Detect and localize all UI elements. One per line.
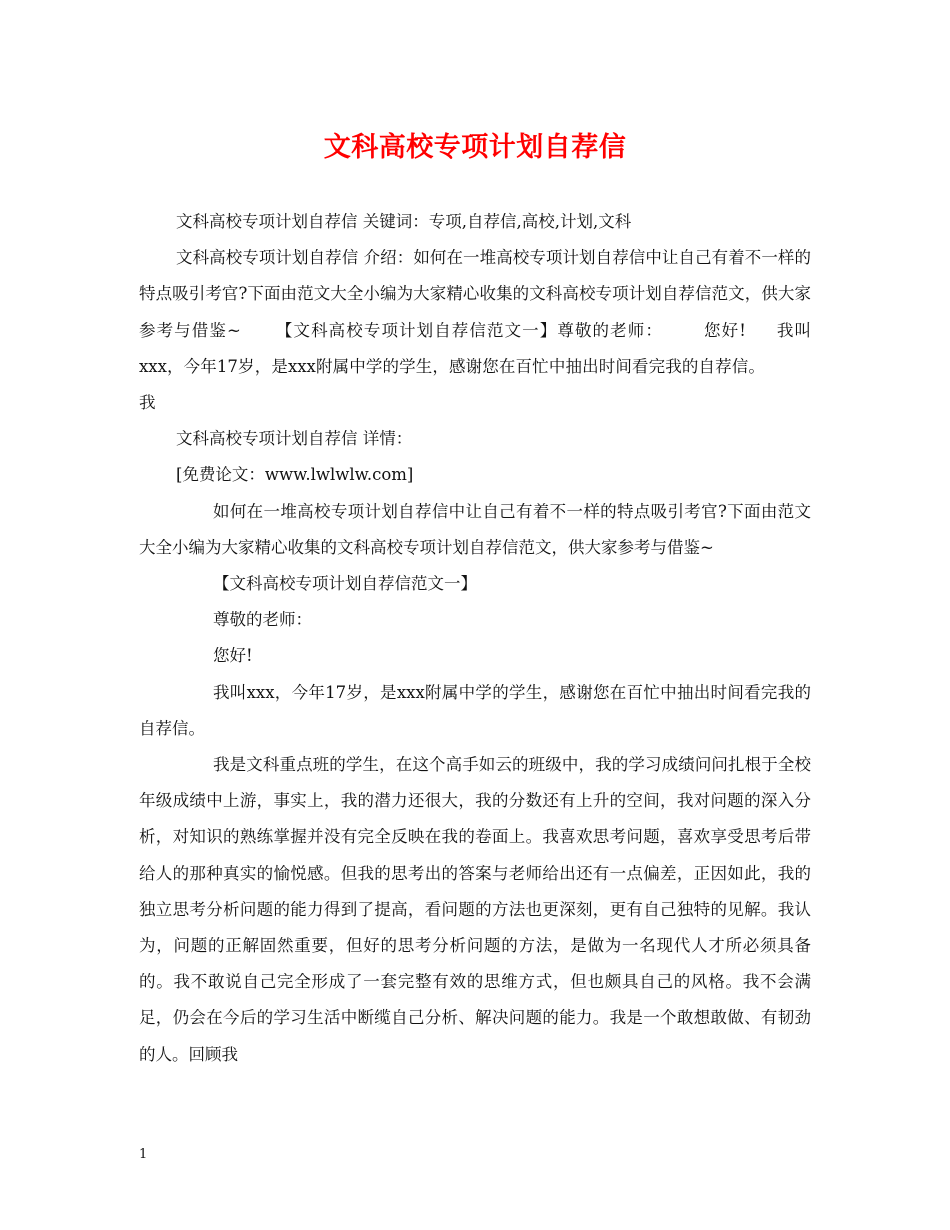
intro-paragraph	[139, 240, 811, 421]
document-body	[139, 204, 811, 1073]
document-title: 文科高校专项计划自荐信	[323, 132, 627, 163]
keywords-line: 文科高校专项计划自荐信 关键词：专项,自荐信,高校,计划,文科	[176, 212, 632, 231]
sample-heading: 【文科高校专项计划自荐信范文一】	[213, 574, 477, 594]
body-paragraph-3: 我是文科重点班的学生，在这个高手如云的班级中，我的学习成绩问问扎根于全校年级成绩中上游，事实上，我的潜力还很大，我的分数还有上升的空间，我对问题的深入分析，对知识的熟练掌握并没有完全反映在我的卷面上。我喜欢思考问题，喜欢享受思考后带给人的那种真实的愉悦感。但我的思考出的答案与老师给出还有一点偏差，正因如此，我的独立思考分析问题的能力得到了提高，看问题的方法也更深刻，更有自己独特的见解。我认为，问题的正解固然重要，但好的思考分析问题的方法，是做为一名现代人才所必须具备的。我不敢说自己完全形成了一套完整有效的思维方式，但也颇具自己的风格。我不会满足，仍会在今后的学习生活中断缆自己分析、解决问题的能力。我是一个敢想敢做、有韧劲的人。回顾我	[139, 755, 811, 1064]
free-paper-line: [免费论文：www.lwlwlw.com]	[176, 465, 414, 485]
intro-salutation: 尊敬的老师：	[557, 320, 663, 340]
intro-heading: 【文科高校专项计划自荐信范文一】	[274, 320, 558, 340]
intro-text: 文科高校专项计划自荐信 介绍：如何在一堆高校专项计划自荐信中让自己有着不一样的特点吸引考官?下面由范文大全小编为大家精心收集的文科高校专项计划自荐信范文，供大家参考与借鉴~	[139, 248, 811, 340]
intro-tail: 我	[139, 393, 156, 413]
letter-salutation: 尊敬的老师：	[213, 610, 312, 630]
page-number: 1	[139, 1147, 148, 1162]
intro-excerpt: 我叫xxx，今年17岁，是xxx附属中学的学生，感谢您在百忙中抽出时间看完我的自荐信。	[139, 320, 812, 376]
body-paragraph-1: 如何在一堆高校专项计划自荐信中让自己有着不一样的特点吸引考官?下面由范文大全小编为大家精心收集的文科高校专项计划自荐信范文，供大家参考与借鉴~	[139, 501, 811, 557]
intro-greeting: 您好!	[702, 320, 746, 340]
body-paragraph-2: 我叫xxx，今年17岁，是xxx附属中学的学生，感谢您在百忙中抽出时间看完我的自荐信。	[139, 682, 811, 738]
details-label: 文科高校专项计划自荐信 详情：	[176, 429, 413, 449]
letter-greeting: 您好!	[213, 646, 253, 666]
